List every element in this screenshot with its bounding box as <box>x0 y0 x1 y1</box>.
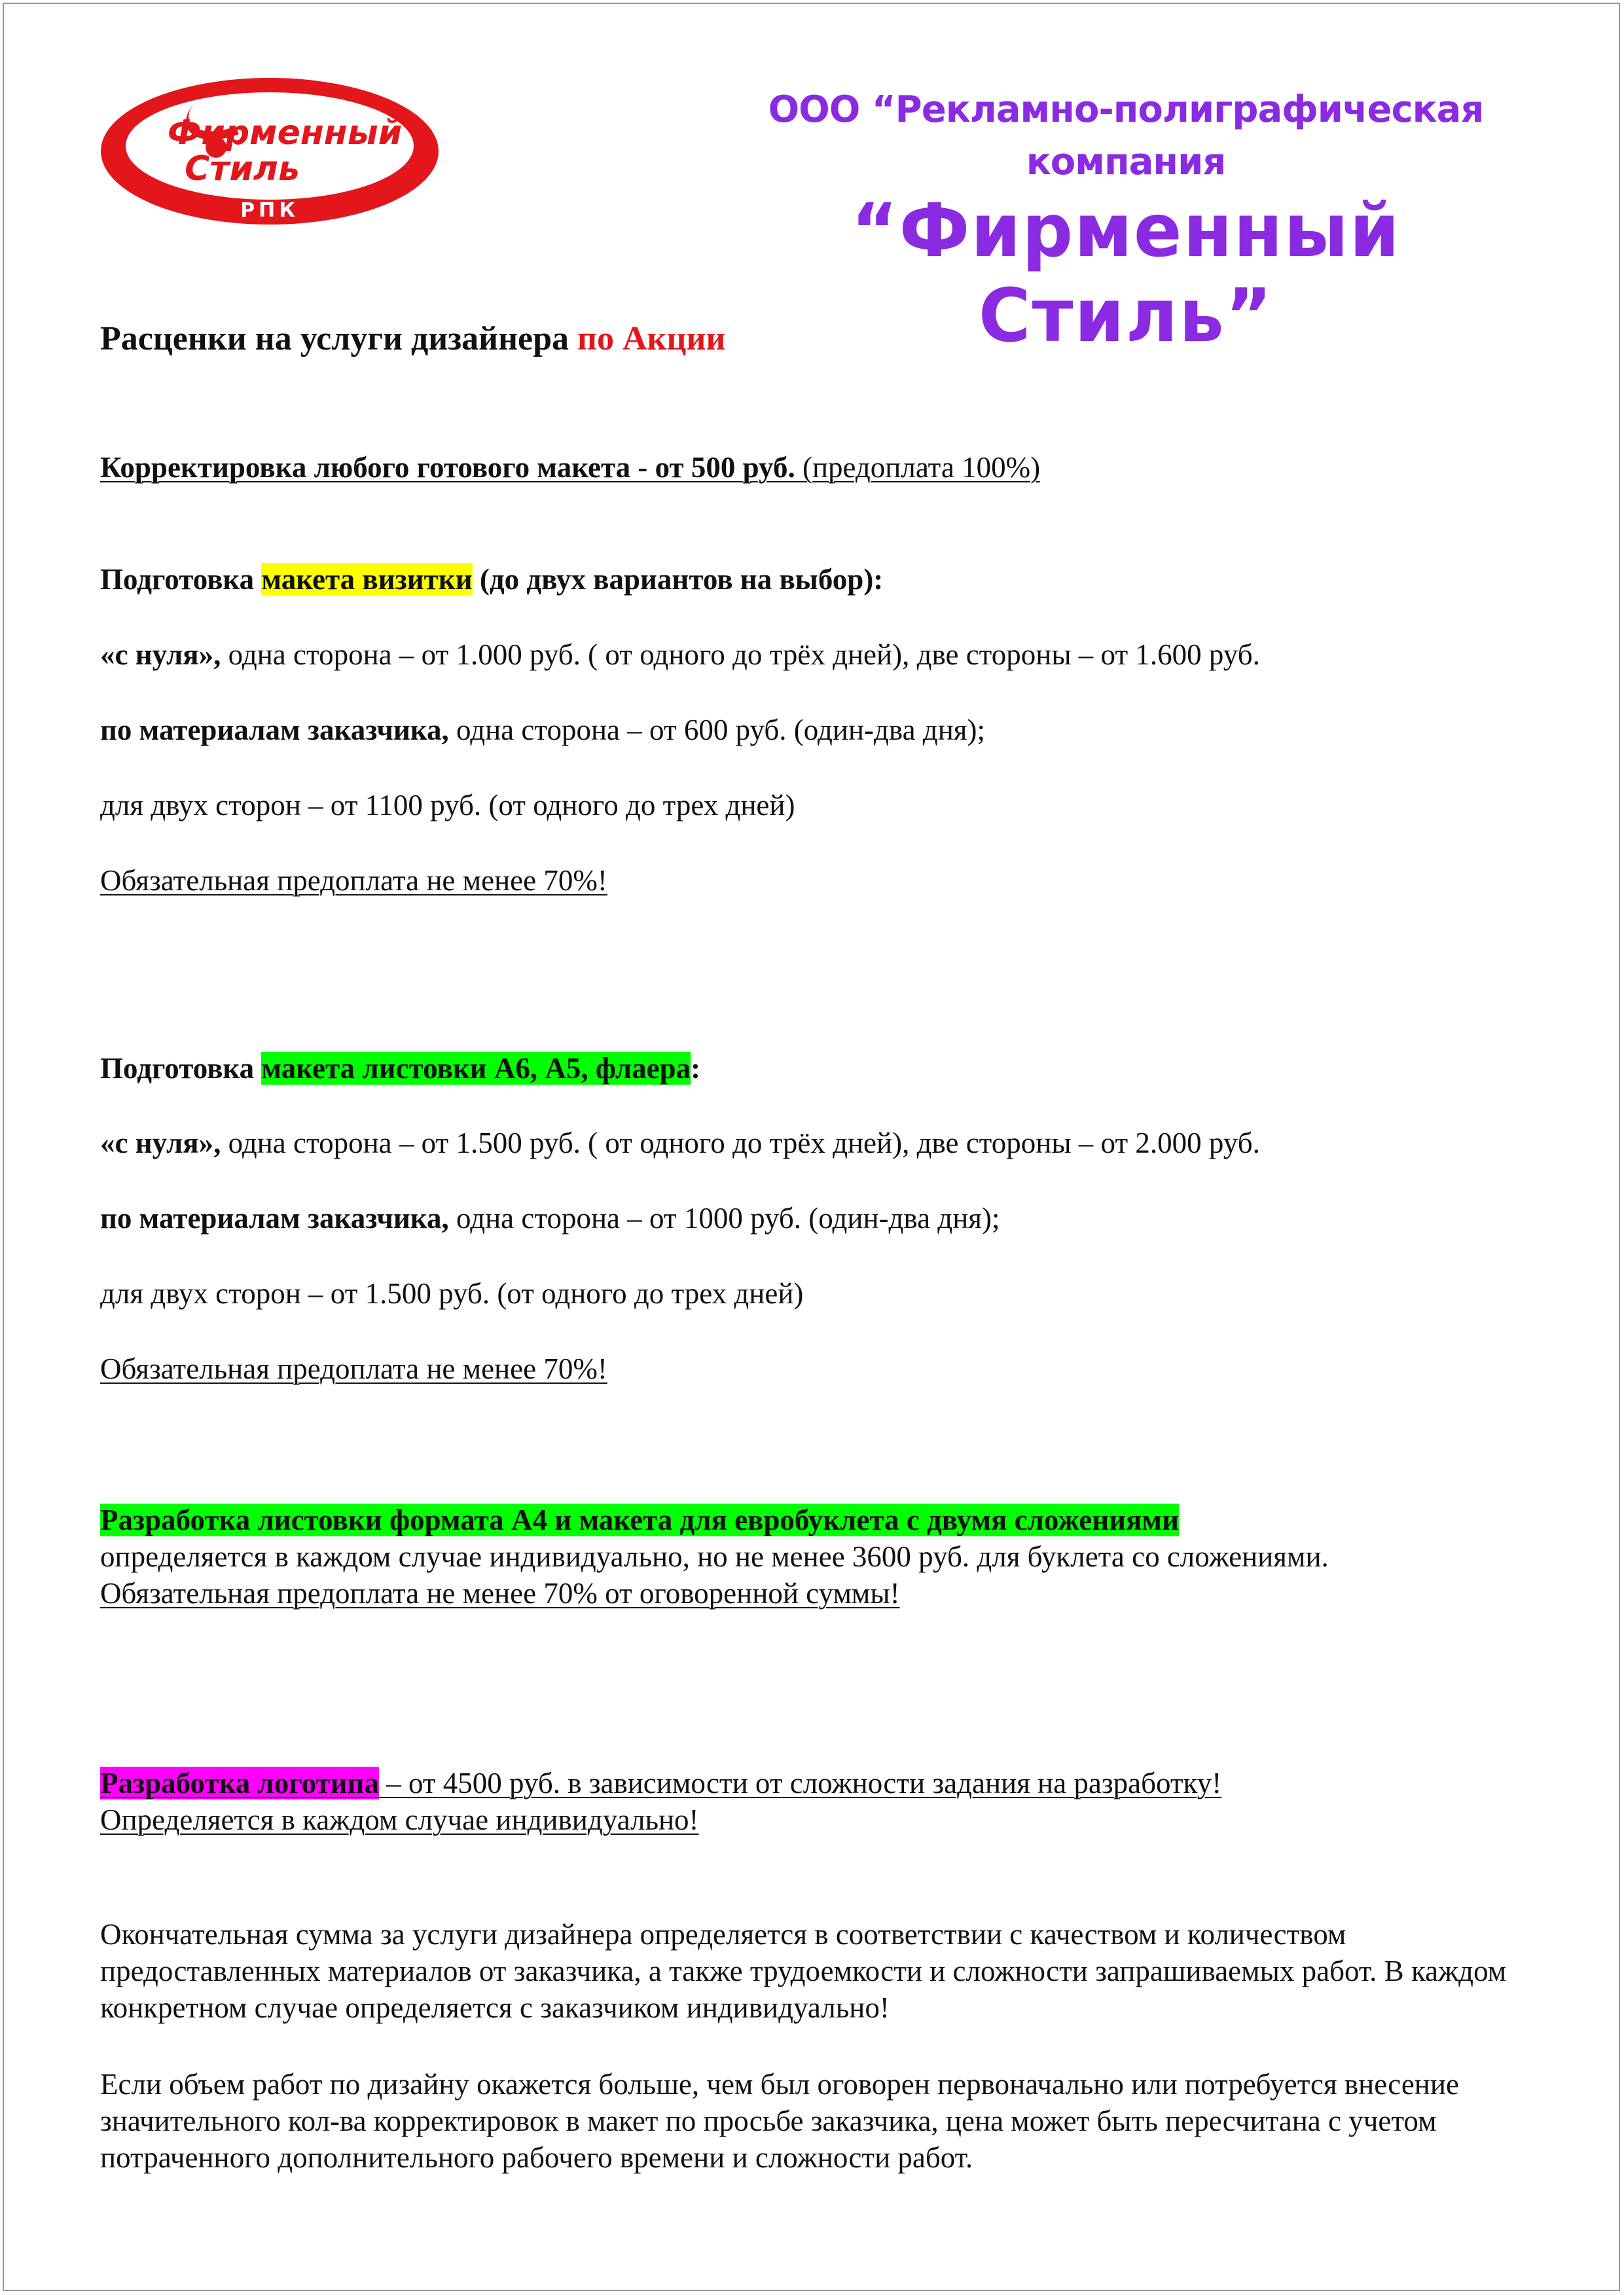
title-main: Расценки на услуги дизайнера <box>100 320 578 357</box>
bc-scratch-bold: «с нуля», <box>100 638 221 671</box>
bc-heading-highlight: макета визитки <box>261 563 473 596</box>
bc-materials-line <box>100 712 985 748</box>
correction-line <box>100 449 1040 486</box>
final-paragraph-1: Окончательная сумма за услуги дизайнера определяется в соответствии с качеством и количеством предоставленных материалов от заказчика, а также трудоемкости и сложности запрашиваемых работ. В каждом конкретном случае определяется с заказчиком индивидуально! <box>100 1918 1507 2024</box>
bc-heading-post: (до двух вариантов на выбор): <box>472 563 884 596</box>
lf-two-sides: для двух сторон – от 1.500 руб. (от одного до трех дней) <box>100 1277 804 1310</box>
bc-scratch-text: одна сторона – от 1.000 руб. ( от одного до трёх дней), две стороны – от 1.600 руб. <box>221 638 1260 671</box>
lf-scratch-bold: «с нуля», <box>100 1127 221 1159</box>
business-card-heading <box>100 561 883 598</box>
lf-materials-text: одна сторона – от 1000 руб. (один-два дня); <box>448 1202 1000 1235</box>
correction-bold: Корректировка любого готового макета - от 500 руб. <box>100 451 795 484</box>
logo-line2: Стиль <box>185 149 300 189</box>
leaflet-heading <box>100 1050 700 1087</box>
bc-two-sides: для двух сторон – от 1100 руб. (от одного до трех дней) <box>100 789 795 822</box>
company-name <box>700 84 1551 359</box>
lf-scratch-text: одна сторона – от 1.500 руб. ( от одного до трёх дней), две стороны – от 2.000 руб. <box>221 1127 1260 1159</box>
a4-heading <box>100 1502 1179 1538</box>
bc-scratch-line <box>100 636 1260 673</box>
lf-heading-pre: Подготовка <box>100 1052 262 1085</box>
a4-prepay: Обязательная предоплата не менее 70% от оговоренной суммы! <box>100 1577 900 1610</box>
lf-prepay: Обязательная предоплата не менее 70%! <box>100 1352 607 1385</box>
page-title <box>100 321 725 357</box>
company-line2: “Фирменный Стиль” <box>851 189 1401 359</box>
lf-materials-bold: по материалам заказчика, <box>100 1202 449 1235</box>
a4-line2: определяется в каждом случае индивидуально, но не менее 3600 руб. для буклета со сложениями. <box>100 1540 1329 1573</box>
company-logo <box>98 75 442 227</box>
logo-dev-line2: Определяется в каждом случае индивидуально! <box>100 1803 699 1836</box>
lf-scratch-line <box>100 1125 1260 1161</box>
logo-dev-line <box>100 1765 1221 1801</box>
company-line1: ООО “Рекламно-полиграфическая компания <box>768 88 1484 183</box>
logo-dev-text: – от 4500 руб. в зависимости от сложности задания на разработку! <box>378 1767 1222 1799</box>
logo-dev-highlight: Разработка логотипа <box>100 1767 379 1799</box>
lf-heading-highlight: макета листовки А6, А5, флаера <box>261 1052 691 1085</box>
correction-normal: (предоплата 100%) <box>795 451 1041 484</box>
bc-materials-text: одна сторона – от 600 руб. (один-два дня); <box>448 714 985 746</box>
title-accent: по Акции <box>577 320 726 357</box>
bc-heading-pre: Подготовка <box>100 563 262 596</box>
a4-heading-highlight: Разработка листовки формата А4 и макета для евробуклета с двумя сложениями <box>100 1504 1180 1536</box>
bc-materials-bold: по материалам заказчика, <box>100 714 449 746</box>
bc-prepay: Обязательная предоплата не менее 70%! <box>100 864 607 897</box>
lf-heading-post: : <box>691 1052 701 1085</box>
logo-line1: Фирменный <box>167 113 403 153</box>
final-paragraph-2: Если объем работ по дизайну окажется больше, чем был оговорен первоначально или потребуется внесение значительного кол-ва корректировок в макет по просьбе заказчика, цена может быть пересчитана с учетом потраченного дополнительного рабочего времени и сложности работ. <box>100 2068 1459 2174</box>
logo-abbr: РПК <box>240 199 299 222</box>
lf-materials-line <box>100 1200 1000 1237</box>
